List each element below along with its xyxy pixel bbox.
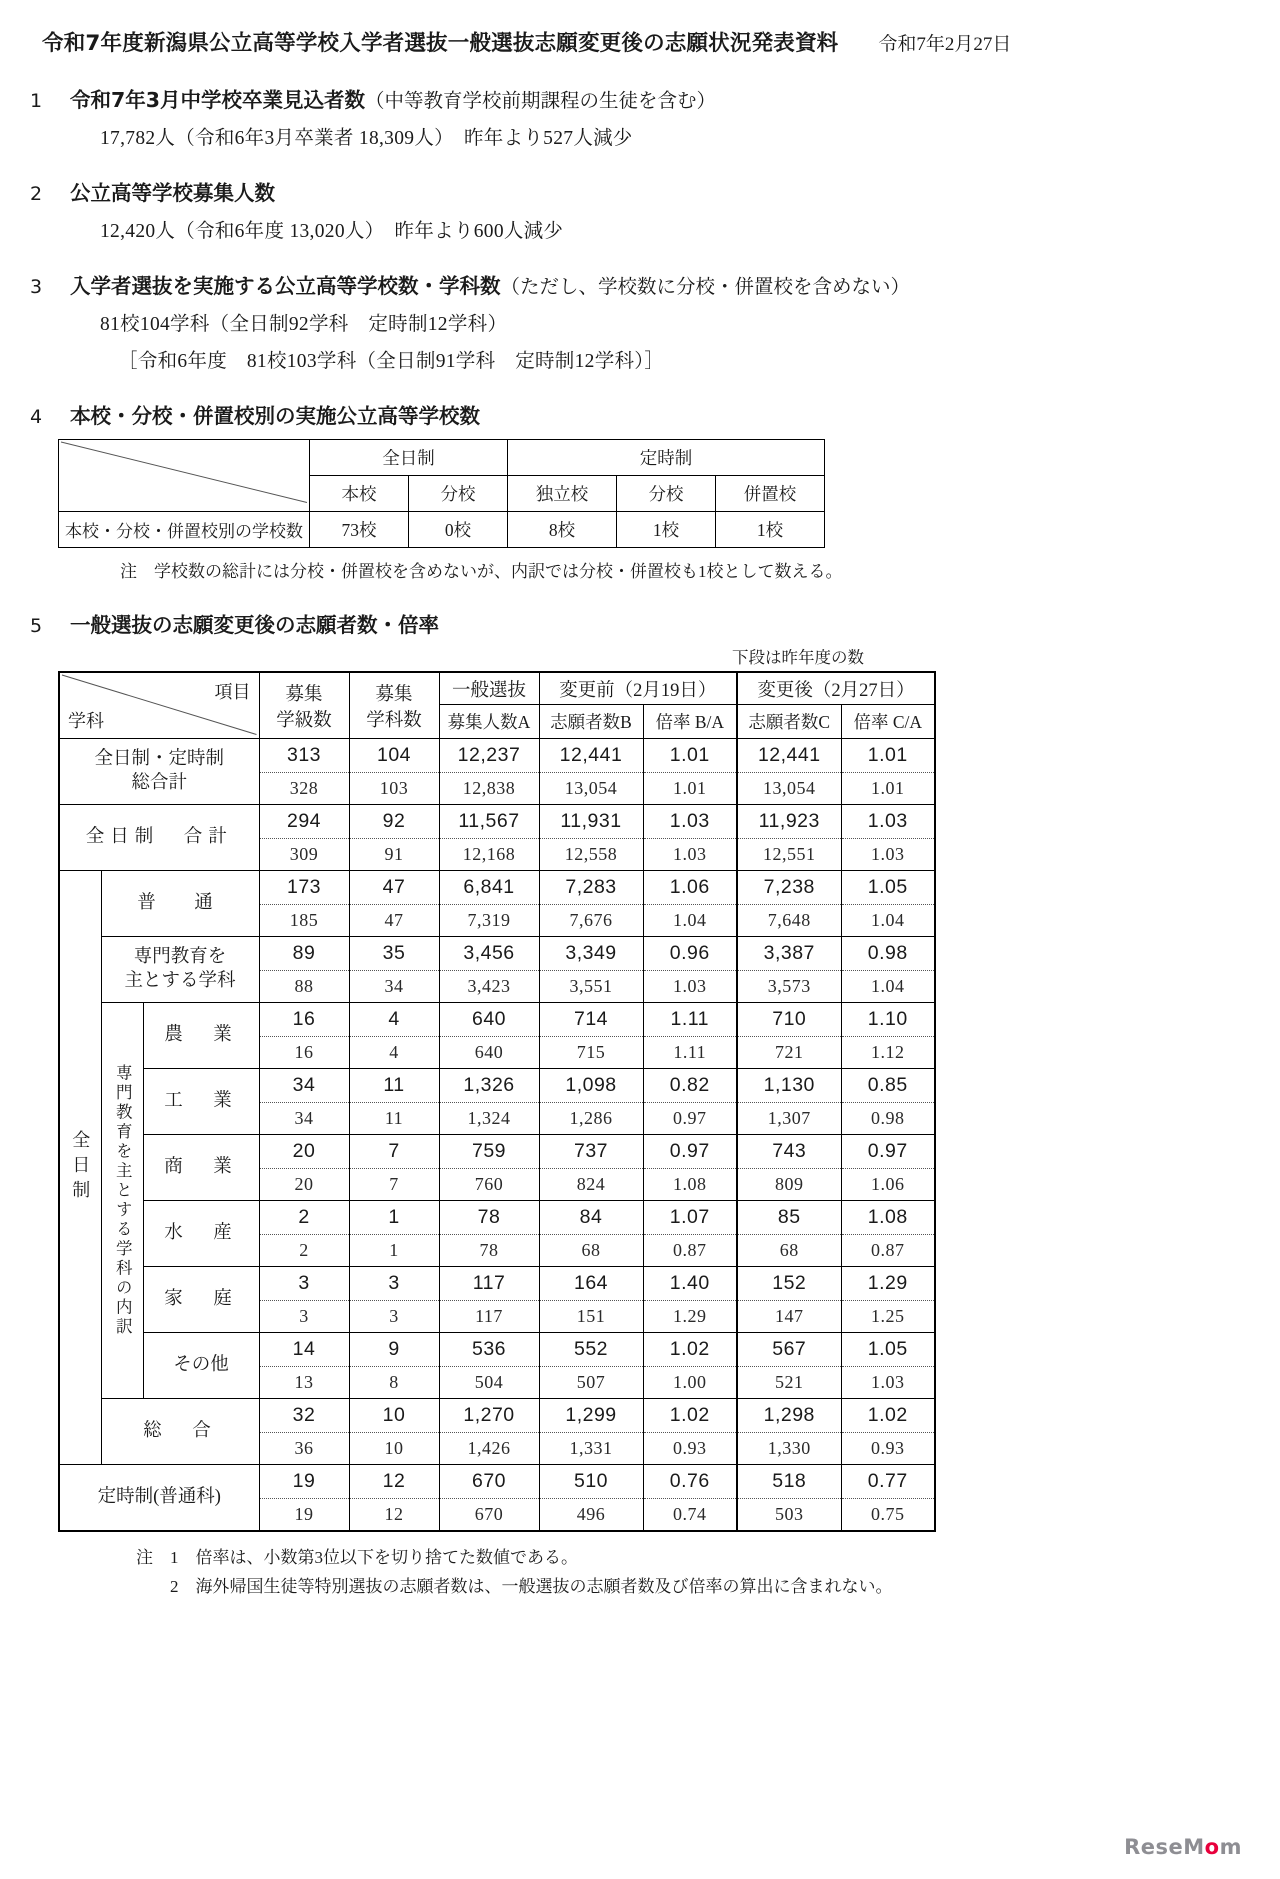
section-3-title-note: （ただし、学校数に分校・併置校を含めない） [500, 277, 911, 298]
cell-previous: 809 [737, 1169, 841, 1201]
cell-current: 1.06 [643, 871, 737, 905]
cell-previous: 640 [439, 1037, 539, 1069]
cell-previous: 1.29 [643, 1301, 737, 1333]
cell-previous: 1,331 [539, 1433, 643, 1465]
table-row [59, 871, 935, 905]
cell-previous: 0.87 [643, 1235, 737, 1267]
row-label-futsuu [101, 871, 259, 937]
cell-previous: 328 [259, 773, 349, 805]
cell-current: 78 [439, 1201, 539, 1235]
cell-current: 1.02 [643, 1333, 737, 1367]
cell-previous: 1.04 [841, 971, 935, 1003]
cell-previous: 1,286 [539, 1103, 643, 1135]
cell-previous: 7,676 [539, 905, 643, 937]
row-label-nougyou [143, 1003, 259, 1069]
cell-current: 1,298 [737, 1399, 841, 1433]
cell-current: 1,299 [539, 1399, 643, 1433]
cell-previous: 8 [349, 1367, 439, 1399]
cell-current: 7,283 [539, 871, 643, 905]
cell-previous: 13 [259, 1367, 349, 1399]
cell-previous: 1.08 [643, 1169, 737, 1201]
row-label-zennichi-total-text: 全日制 合計 [85, 826, 233, 847]
cell-previous: 78 [439, 1235, 539, 1267]
section-3-detail-current: 81校104学科（全日制92学科 定時制12学科） [100, 314, 508, 335]
table4-note: 注 学校数の総計には分校・併置校を含めないが、内訳では分校・併置校も1校として数える。 [120, 562, 843, 581]
cell-previous: 4 [349, 1037, 439, 1069]
cell-previous: 11 [349, 1103, 439, 1135]
row-label-kougyou-text: 工 業 [164, 1090, 238, 1111]
cell-current: 710 [737, 1003, 841, 1037]
cell-previous: 3,573 [737, 971, 841, 1003]
school-count-table-wrap [0, 439, 1280, 582]
section-3-heading [30, 269, 1280, 299]
row-label-senmon [101, 937, 259, 1003]
cell-previous: 12,551 [737, 839, 841, 871]
row-label-teiji [59, 1465, 259, 1532]
table4-value-3: 1校 [617, 512, 716, 548]
cell-previous: 103 [349, 773, 439, 805]
table4-value-0: 73校 [310, 512, 409, 548]
row-label-katei [143, 1267, 259, 1333]
document-date: 令和7年2月27日 [878, 34, 1012, 55]
cell-current: 2 [259, 1201, 349, 1235]
applicant-table-note-2: 2 海外帰国生徒等特別選抜の志願者数は、一般選抜の志願者数及び倍率の算出に含まれない。 [170, 1576, 893, 1596]
applicant-table-caption: 下段は昨年度の数 [732, 648, 864, 667]
section-5 [0, 608, 1280, 638]
cell-previous: 185 [259, 905, 349, 937]
cell-current: 313 [259, 739, 349, 773]
cell-previous: 507 [539, 1367, 643, 1399]
cell-current: 173 [259, 871, 349, 905]
cell-current: 714 [539, 1003, 643, 1037]
row-label-total-line2: 総合計 [131, 772, 187, 793]
cell-previous: 20 [259, 1169, 349, 1201]
table-row [59, 1135, 935, 1169]
cell-previous: 34 [349, 971, 439, 1003]
cell-current: 19 [259, 1465, 349, 1499]
cell-current: 0.85 [841, 1069, 935, 1103]
vertical-label-naiyaku-text: 専門教育を主とする学科の内訳 [113, 1064, 133, 1337]
header-henkou-go: 変更後（2月27日） [737, 672, 935, 705]
header-boshu-label-2: 募集 [375, 684, 413, 705]
corner-subject-label: 学科 [68, 711, 104, 731]
cell-previous: 1.04 [841, 905, 935, 937]
cell-current: 1,326 [439, 1069, 539, 1103]
table-row-group-header [59, 440, 825, 476]
cell-previous: 1.11 [643, 1037, 737, 1069]
cell-current: 92 [349, 805, 439, 839]
row-label-katei-text: 家 庭 [164, 1288, 238, 1309]
cell-current: 117 [439, 1267, 539, 1301]
cell-previous: 1.03 [643, 839, 737, 871]
cell-current: 10 [349, 1399, 439, 1433]
row-label-senmon-line1: 専門教育を [133, 947, 227, 968]
cell-current: 34 [259, 1069, 349, 1103]
cell-previous: 7,648 [737, 905, 841, 937]
cell-previous: 0.93 [643, 1433, 737, 1465]
cell-previous: 0.93 [841, 1433, 935, 1465]
cell-current: 11 [349, 1069, 439, 1103]
applicant-table-corner-cell [59, 672, 259, 739]
cell-current: 20 [259, 1135, 349, 1169]
applicant-table-note-1: 注 1 倍率は、小数第3位以下を切り捨てた数値である。 [136, 1548, 578, 1567]
cell-previous: 496 [539, 1499, 643, 1532]
table-row [59, 1333, 935, 1367]
header-boshu-ninzu-a: 募集人数A [439, 705, 539, 739]
cell-current: 35 [349, 937, 439, 971]
cell-previous: 504 [439, 1367, 539, 1399]
cell-previous: 521 [737, 1367, 841, 1399]
cell-previous: 10 [349, 1433, 439, 1465]
table-row [59, 1465, 935, 1499]
header-boshu-gakka [349, 672, 439, 739]
table-row [59, 1003, 935, 1037]
cell-current: 12,237 [439, 739, 539, 773]
cell-previous: 715 [539, 1037, 643, 1069]
table-row [59, 805, 935, 839]
cell-previous: 3 [349, 1301, 439, 1333]
cell-current: 294 [259, 805, 349, 839]
cell-previous: 503 [737, 1499, 841, 1532]
cell-current: 0.76 [643, 1465, 737, 1499]
cell-current: 12,441 [539, 739, 643, 773]
cell-current: 670 [439, 1465, 539, 1499]
row-label-sonota [143, 1333, 259, 1399]
cell-previous: 68 [737, 1235, 841, 1267]
section-2-detail: 12,420人（令和6年度 13,020人） 昨年より600人減少 [100, 221, 564, 242]
table-row [59, 512, 825, 548]
cell-current: 1.03 [643, 805, 737, 839]
cell-current: 11,567 [439, 805, 539, 839]
cell-current: 84 [539, 1201, 643, 1235]
section-1-title: 令和7年3月中学校卒業見込者数 [70, 88, 366, 112]
corner-item-label: 項目 [214, 682, 251, 702]
header-gakka-su-label: 学科数 [366, 710, 422, 731]
cell-previous: 1,324 [439, 1103, 539, 1135]
cell-current: 1.40 [643, 1267, 737, 1301]
cell-previous: 1.03 [643, 971, 737, 1003]
cell-current: 11,931 [539, 805, 643, 839]
cell-previous: 88 [259, 971, 349, 1003]
cell-current: 85 [737, 1201, 841, 1235]
cell-previous: 147 [737, 1301, 841, 1333]
section-2-heading [30, 176, 1280, 206]
cell-current: 152 [737, 1267, 841, 1301]
section-3-title: 入学者選抜を実施する公立高等学校数・学科数 [70, 274, 501, 298]
cell-previous: 12,558 [539, 839, 643, 871]
cell-current: 1.05 [841, 1333, 935, 1367]
diagonal-slash-icon [59, 440, 309, 505]
logo-prefix: ReseM [1124, 1835, 1205, 1859]
cell-current: 737 [539, 1135, 643, 1169]
cell-current: 0.96 [643, 937, 737, 971]
row-label-teiji-text: 定時制(普通科) [97, 1486, 221, 1507]
cell-previous: 0.75 [841, 1499, 935, 1532]
cell-current: 3 [259, 1267, 349, 1301]
cell-previous: 1,330 [737, 1433, 841, 1465]
section-2-title: 公立高等学校募集人数 [70, 181, 275, 205]
row-label-nougyou-text: 農 業 [164, 1024, 238, 1045]
cell-previous: 12,168 [439, 839, 539, 871]
applicant-table-wrap [0, 644, 1280, 1602]
cell-current: 32 [259, 1399, 349, 1433]
cell-previous: 1.12 [841, 1037, 935, 1069]
cell-current: 567 [737, 1333, 841, 1367]
table-row [59, 1201, 935, 1235]
header-gakkyu-su-label: 学級数 [276, 710, 332, 731]
cell-current: 1 [349, 1201, 439, 1235]
vertical-label-naiyaku [101, 1003, 143, 1399]
page-title: 令和7年度新潟県公立高等学校入学者選抜一般選抜志願変更後の志願状況発表資料 [42, 31, 839, 56]
cell-previous: 36 [259, 1433, 349, 1465]
cell-previous: 7 [349, 1169, 439, 1201]
cell-current: 1.02 [841, 1399, 935, 1433]
cell-previous: 1.01 [841, 773, 935, 805]
cell-current: 3,349 [539, 937, 643, 971]
section-3-number: 3 [30, 276, 43, 298]
section-4-heading [30, 399, 1280, 429]
section-1 [0, 83, 1280, 150]
cell-previous: 1.06 [841, 1169, 935, 1201]
section-1-heading [30, 83, 1280, 113]
cell-previous: 47 [349, 905, 439, 937]
cell-current: 1.02 [643, 1399, 737, 1433]
section-5-heading [30, 608, 1280, 638]
cell-current: 164 [539, 1267, 643, 1301]
table4-value-2: 8校 [508, 512, 617, 548]
cell-previous: 1.03 [841, 839, 935, 871]
header-boshu-label-1: 募集 [285, 684, 323, 705]
cell-previous: 12 [349, 1499, 439, 1532]
logo-accent: o [1204, 1835, 1220, 1859]
section-4-number: 4 [30, 406, 43, 428]
section-4-title: 本校・分校・併置校別の実施公立高等学校数 [70, 404, 480, 428]
row-label-suisan-text: 水 産 [164, 1222, 238, 1243]
cell-current: 3,456 [439, 937, 539, 971]
table4-sub-honko: 本校 [310, 476, 409, 512]
table4-group-teiji: 定時制 [508, 440, 825, 476]
row-label-sougou-text: 総 合 [143, 1420, 217, 1441]
cell-previous: 721 [737, 1037, 841, 1069]
table4-corner-cell [59, 440, 310, 512]
cell-previous: 68 [539, 1235, 643, 1267]
header-bairitsu-ba: 倍率 B/A [643, 705, 737, 739]
cell-previous: 1.01 [643, 773, 737, 805]
cell-previous: 760 [439, 1169, 539, 1201]
cell-previous: 19 [259, 1499, 349, 1532]
cell-previous: 1.04 [643, 905, 737, 937]
cell-current: 1,098 [539, 1069, 643, 1103]
logo-suffix: m [1219, 1835, 1242, 1859]
cell-current: 9 [349, 1333, 439, 1367]
cell-current: 0.82 [643, 1069, 737, 1103]
cell-current: 4 [349, 1003, 439, 1037]
cell-current: 1.01 [841, 739, 935, 773]
table4-sub-heichi: 併置校 [716, 476, 825, 512]
cell-previous: 670 [439, 1499, 539, 1532]
cell-current: 7 [349, 1135, 439, 1169]
header-boshu-gakkyu [259, 672, 349, 739]
cell-current: 7,238 [737, 871, 841, 905]
cell-current: 0.97 [841, 1135, 935, 1169]
cell-previous: 117 [439, 1301, 539, 1333]
cell-previous: 3,551 [539, 971, 643, 1003]
school-count-table [58, 439, 825, 548]
cell-current: 1.29 [841, 1267, 935, 1301]
cell-current: 3,387 [737, 937, 841, 971]
cell-previous: 151 [539, 1301, 643, 1333]
cell-previous: 13,054 [737, 773, 841, 805]
table-row [59, 1069, 935, 1103]
cell-previous: 1.25 [841, 1301, 935, 1333]
cell-current: 1.10 [841, 1003, 935, 1037]
cell-previous: 824 [539, 1169, 643, 1201]
cell-current: 89 [259, 937, 349, 971]
cell-current: 6,841 [439, 871, 539, 905]
resemom-logo [1124, 1835, 1242, 1859]
cell-previous: 1,307 [737, 1103, 841, 1135]
cell-previous: 1.03 [841, 1367, 935, 1399]
cell-current: 743 [737, 1135, 841, 1169]
row-label-shougyou-text: 商 業 [164, 1156, 238, 1177]
row-label-senmon-line2: 主とする学科 [124, 970, 236, 991]
document-header [0, 0, 1280, 57]
section-1-number: 1 [30, 90, 43, 112]
header-ippan-senbatsu: 一般選抜 [439, 672, 539, 705]
header-henkou-mae: 変更前（2月19日） [539, 672, 737, 705]
cell-current: 0.97 [643, 1135, 737, 1169]
header-bairitsu-ca: 倍率 C/A [841, 705, 935, 739]
section-5-number: 5 [30, 615, 43, 637]
cell-current: 1.11 [643, 1003, 737, 1037]
table-header-row-1 [59, 672, 935, 705]
cell-current: 759 [439, 1135, 539, 1169]
cell-current: 1.03 [841, 805, 935, 839]
row-label-futsuu-text: 普 通 [137, 892, 223, 913]
section-2-number: 2 [30, 183, 43, 205]
cell-current: 552 [539, 1333, 643, 1367]
cell-previous: 0.98 [841, 1103, 935, 1135]
row-label-sougou [101, 1399, 259, 1465]
vertical-label-zennichi-text: 全日制 [70, 1130, 91, 1205]
cell-current: 0.98 [841, 937, 935, 971]
cell-previous: 1.00 [643, 1367, 737, 1399]
cell-current: 104 [349, 739, 439, 773]
cell-current: 12,441 [737, 739, 841, 773]
applicant-table-notes [58, 1544, 1280, 1602]
section-1-title-note: （中等教育学校前期課程の生徒を含む） [365, 91, 717, 112]
table-row [59, 937, 935, 971]
section-1-detail: 17,782人（令和6年3月卒業者 18,309人） 昨年より527人減少 [100, 128, 633, 149]
cell-current: 0.77 [841, 1465, 935, 1499]
row-label-sonota-text: その他 [173, 1354, 229, 1375]
vertical-label-zennichi [59, 871, 101, 1465]
cell-previous: 0.74 [643, 1499, 737, 1532]
cell-previous: 0.87 [841, 1235, 935, 1267]
table4-row-label: 本校・分校・併置校別の学校数 [59, 512, 310, 548]
cell-current: 1.05 [841, 871, 935, 905]
cell-previous: 12,838 [439, 773, 539, 805]
cell-current: 518 [737, 1465, 841, 1499]
section-5-title: 一般選抜の志願変更後の志願者数・倍率 [70, 613, 439, 637]
cell-current: 510 [539, 1465, 643, 1499]
cell-current: 1.01 [643, 739, 737, 773]
cell-previous: 91 [349, 839, 439, 871]
table-row [59, 739, 935, 773]
cell-previous: 1,426 [439, 1433, 539, 1465]
cell-current: 1,270 [439, 1399, 539, 1433]
table4-sub-bunko: 分校 [409, 476, 508, 512]
cell-previous: 309 [259, 839, 349, 871]
section-3 [0, 269, 1280, 373]
table4-sub-dokuritsu: 独立校 [508, 476, 617, 512]
section-4 [0, 399, 1280, 429]
header-shigansha-b: 志願者数B [539, 705, 643, 739]
cell-previous: 16 [259, 1037, 349, 1069]
row-label-total-line1: 全日制・定時制 [94, 749, 224, 770]
cell-current: 640 [439, 1003, 539, 1037]
row-label-suisan [143, 1201, 259, 1267]
cell-previous: 2 [259, 1235, 349, 1267]
cell-current: 1.08 [841, 1201, 935, 1235]
row-label-total [59, 739, 259, 805]
cell-current: 11,923 [737, 805, 841, 839]
row-label-zennichi-total [59, 805, 259, 871]
cell-previous: 13,054 [539, 773, 643, 805]
cell-previous: 3 [259, 1301, 349, 1333]
header-shigansha-c: 志願者数C [737, 705, 841, 739]
cell-previous: 3,423 [439, 971, 539, 1003]
section-2 [0, 176, 1280, 243]
row-label-kougyou [143, 1069, 259, 1135]
table4-group-zennichi: 全日制 [310, 440, 508, 476]
table4-sub-bunko2: 分校 [617, 476, 716, 512]
table-row [59, 1399, 935, 1433]
cell-previous: 1 [349, 1235, 439, 1267]
cell-previous: 7,319 [439, 905, 539, 937]
cell-current: 1,130 [737, 1069, 841, 1103]
cell-current: 47 [349, 871, 439, 905]
cell-previous: 0.97 [643, 1103, 737, 1135]
applicant-table [58, 671, 936, 1532]
cell-current: 536 [439, 1333, 539, 1367]
table4-value-1: 0校 [409, 512, 508, 548]
cell-current: 14 [259, 1333, 349, 1367]
table4-value-4: 1校 [716, 512, 825, 548]
cell-previous: 34 [259, 1103, 349, 1135]
cell-current: 16 [259, 1003, 349, 1037]
row-label-shougyou [143, 1135, 259, 1201]
cell-current: 3 [349, 1267, 439, 1301]
table-row [59, 1267, 935, 1301]
cell-current: 12 [349, 1465, 439, 1499]
section-3-detail-previous: ［令和6年度 81校103学科（全日制91学科 定時制12学科）］ [118, 351, 665, 372]
cell-current: 1.07 [643, 1201, 737, 1235]
